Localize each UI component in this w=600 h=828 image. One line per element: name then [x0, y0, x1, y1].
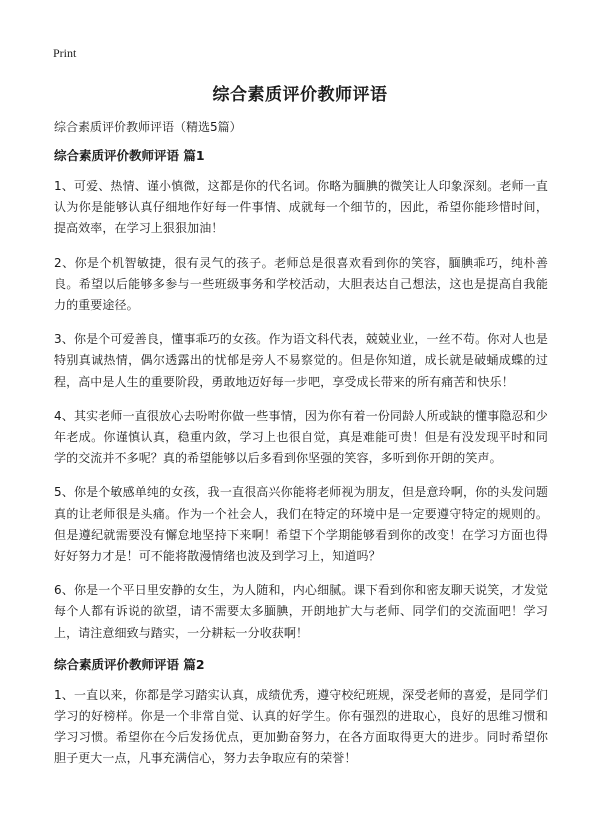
section-2 [54, 657, 548, 770]
document-subtitle: 综合素质评价教师评语（精选5篇） [54, 120, 242, 134]
paragraph: 2、你是个机智敏捷，很有灵气的孩子。老师总是很喜欢看到你的笑容，腼腆乖巧，纯朴善良。希望以后能够多参与一些班级事务和学校活动，大胆表达自己想法，这也是提高自我能力的重要途径。 [54, 255, 548, 313]
paragraph: 6、你是一个平日里安静的女生，为人随和，内心细腻。课下看到你和密友聊天说笑，才发觉每个人都有诉说的欲望，请不需要太多腼腆，开朗地扩大与老师、同学们的交流面吧！学习上，请注意细致与踏实，一分耕耘一分收获啊！ [54, 583, 548, 640]
paragraph: 3、你是个可爱善良，懂事乖巧的女孩。作为语文科代表，兢兢业业，一丝不苟。你对人也是特别真诚热情，偶尔透露出的忧郁是旁人不易察觉的。但是你知道，成长就是破蛹成蝶的过程，高中是人生的重要阶段，勇敢地迈好每一步吧，享受成长带来的所有痛苦和快乐！ [54, 332, 548, 389]
section-heading: 综合素质评价教师评语 篇1 [54, 148, 205, 163]
page-title: 综合素质评价教师评语 [212, 85, 388, 105]
paragraph: 1、一直以来，你都是学习踏实认真，成绩优秀，遵守校纪班规，深受老师的喜爱，是同学们学习的好榜样。你是一个非常自觉、认真的好学生。你有强烈的进取心，良好的思维习惯和学习习惯。希望你在今后发扬优点，更加勤奋努力，在各方面取得更大的进步。同时希望你胆子更大一点，凡事充满信心，努力去争取应有的荣誉！ [54, 687, 548, 766]
paragraph: 4、其实老师一直很放心去吩咐你做一些事情，因为你有着一份同龄人所或缺的懂事隐忍和少年老成。你谨慎认真，稳重内敛，学习上也很自觉，真是难能可贵！但是有没发现平时和同学的交流并不多呢？真的希望能够以后多看到你坚强的笑容，多听到你开朗的笑声。 [54, 408, 548, 466]
document-body [54, 120, 548, 783]
paragraph: 5、你是个敏感单纯的女孩，我一直很高兴你能将老师视为朋友，但是意玲啊，你的头发问题真的让老师很是头痛。作为一个社会人，我们在特定的环境中是一定要遵守特定的规则的。但是遵纪就需要没有懈怠地坚持下来啊！希望下个学期能够看到你的改变！在学习方面也得好好努力才是！可不能将散漫情绪也波及到学习上，知道吗？ [54, 485, 548, 564]
print-link[interactable]: Print [53, 46, 77, 60]
section-heading: 综合素质评价教师评语 篇2 [54, 656, 205, 672]
paragraph: 1、可爱、热情、谨小慎微，这都是你的代名词。你略为腼腆的微笑让人印象深刻。老师一直认为你是能够认真仔细地作好每一件事情、成就每一个细节的，因此，希望你能珍惜时间，提高效率，在学习上狠狠加油！ [54, 179, 548, 236]
section-1 [54, 148, 548, 644]
